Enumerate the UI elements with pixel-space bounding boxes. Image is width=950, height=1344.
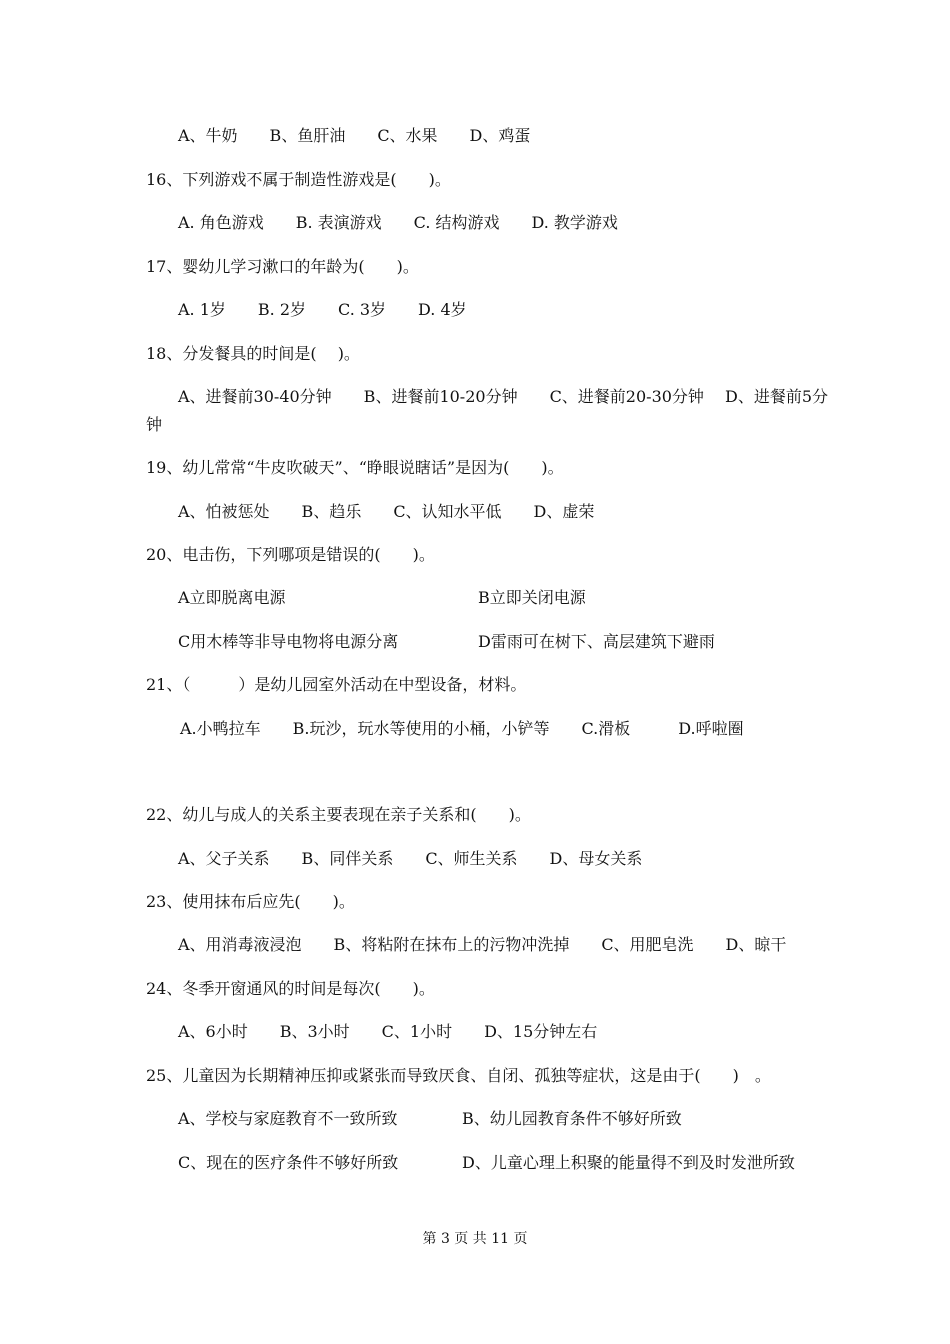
question-25-option-d: D、儿童心理上积聚的能量得不到及时发泄所致	[462, 1153, 795, 1172]
question-19-stem: 19、幼儿常常“牛皮吹破天”、“睁眼说瞎话”是因为( )。	[146, 458, 564, 477]
question-25-option-a: A、学校与家庭教育不一致所致	[178, 1109, 398, 1128]
question-22-stem: 22、幼儿与成人的关系主要表现在亲子关系和( )。	[146, 805, 531, 824]
question-18-options-line1: A、进餐前30-40分钟 B、进餐前10-20分钟 C、进餐前20-30分钟 D、进餐前5分	[178, 387, 829, 406]
question-20-option-d: D雷雨可在树下、高层建筑下避雨	[478, 632, 715, 651]
question-23-options: A、用消毒液浸泡 B、将粘附在抹布上的污物冲洗掉 C、用肥皂洗 D、晾干	[178, 935, 787, 954]
question-17-stem: 17、婴幼儿学习漱口的年龄为( )。	[146, 257, 419, 276]
question-16-options: A. 角色游戏 B. 表演游戏 C. 结构游戏 D. 教学游戏	[178, 213, 618, 232]
question-24-stem: 24、冬季开窗通风的时间是每次( )。	[146, 979, 435, 998]
question-16-stem: 16、下列游戏不属于制造性游戏是( )。	[146, 170, 451, 189]
question-17-options: A. 1岁 B. 2岁 C. 3岁 D. 4岁	[178, 300, 467, 319]
question-25-option-c: C、现在的医疗条件不够好所致	[178, 1153, 399, 1172]
question-19-options: A、怕被惩处 B、趋乐 C、认知水平低 D、虚荣	[178, 502, 595, 521]
question-20-stem: 20、电击伤，下列哪项是错误的( )。	[146, 545, 435, 564]
question-21-stem: 21、（ ）是幼儿园室外活动在中型设备，材料。	[146, 675, 527, 694]
question-21-options: A.小鸭拉车 B.玩沙，玩水等使用的小桶，小铲等 C.滑板 D.呼啦圈	[180, 719, 744, 738]
question-22-options: A、父子关系 B、同伴关系 C、师生关系 D、母女关系	[178, 849, 643, 868]
page-footer: 第 3 页 共 11 页	[422, 1231, 528, 1247]
question-15-options: A、牛奶 B、鱼肝油 C、水果 D、鸡蛋	[178, 126, 531, 145]
question-18-stem: 18、分发餐具的时间是( )。	[146, 344, 360, 363]
question-20-option-c: C用木棒等非导电物将电源分离	[178, 632, 399, 651]
question-25-option-b: B、幼儿园教育条件不够好所致	[462, 1109, 682, 1128]
question-24-options: A、6小时 B、3小时 C、1小时 D、15分钟左右	[178, 1022, 598, 1041]
question-18-options-line2: 钟	[146, 415, 163, 434]
question-20-option-b: B立即关闭电源	[478, 588, 586, 607]
question-20-option-a: A立即脱离电源	[178, 588, 286, 607]
question-25-stem: 25、儿童因为长期精神压抑或紧张而导致厌食、自闭、孤独等症状，这是由于( ) 。	[146, 1066, 771, 1085]
question-23-stem: 23、使用抹布后应先( )。	[146, 892, 355, 911]
